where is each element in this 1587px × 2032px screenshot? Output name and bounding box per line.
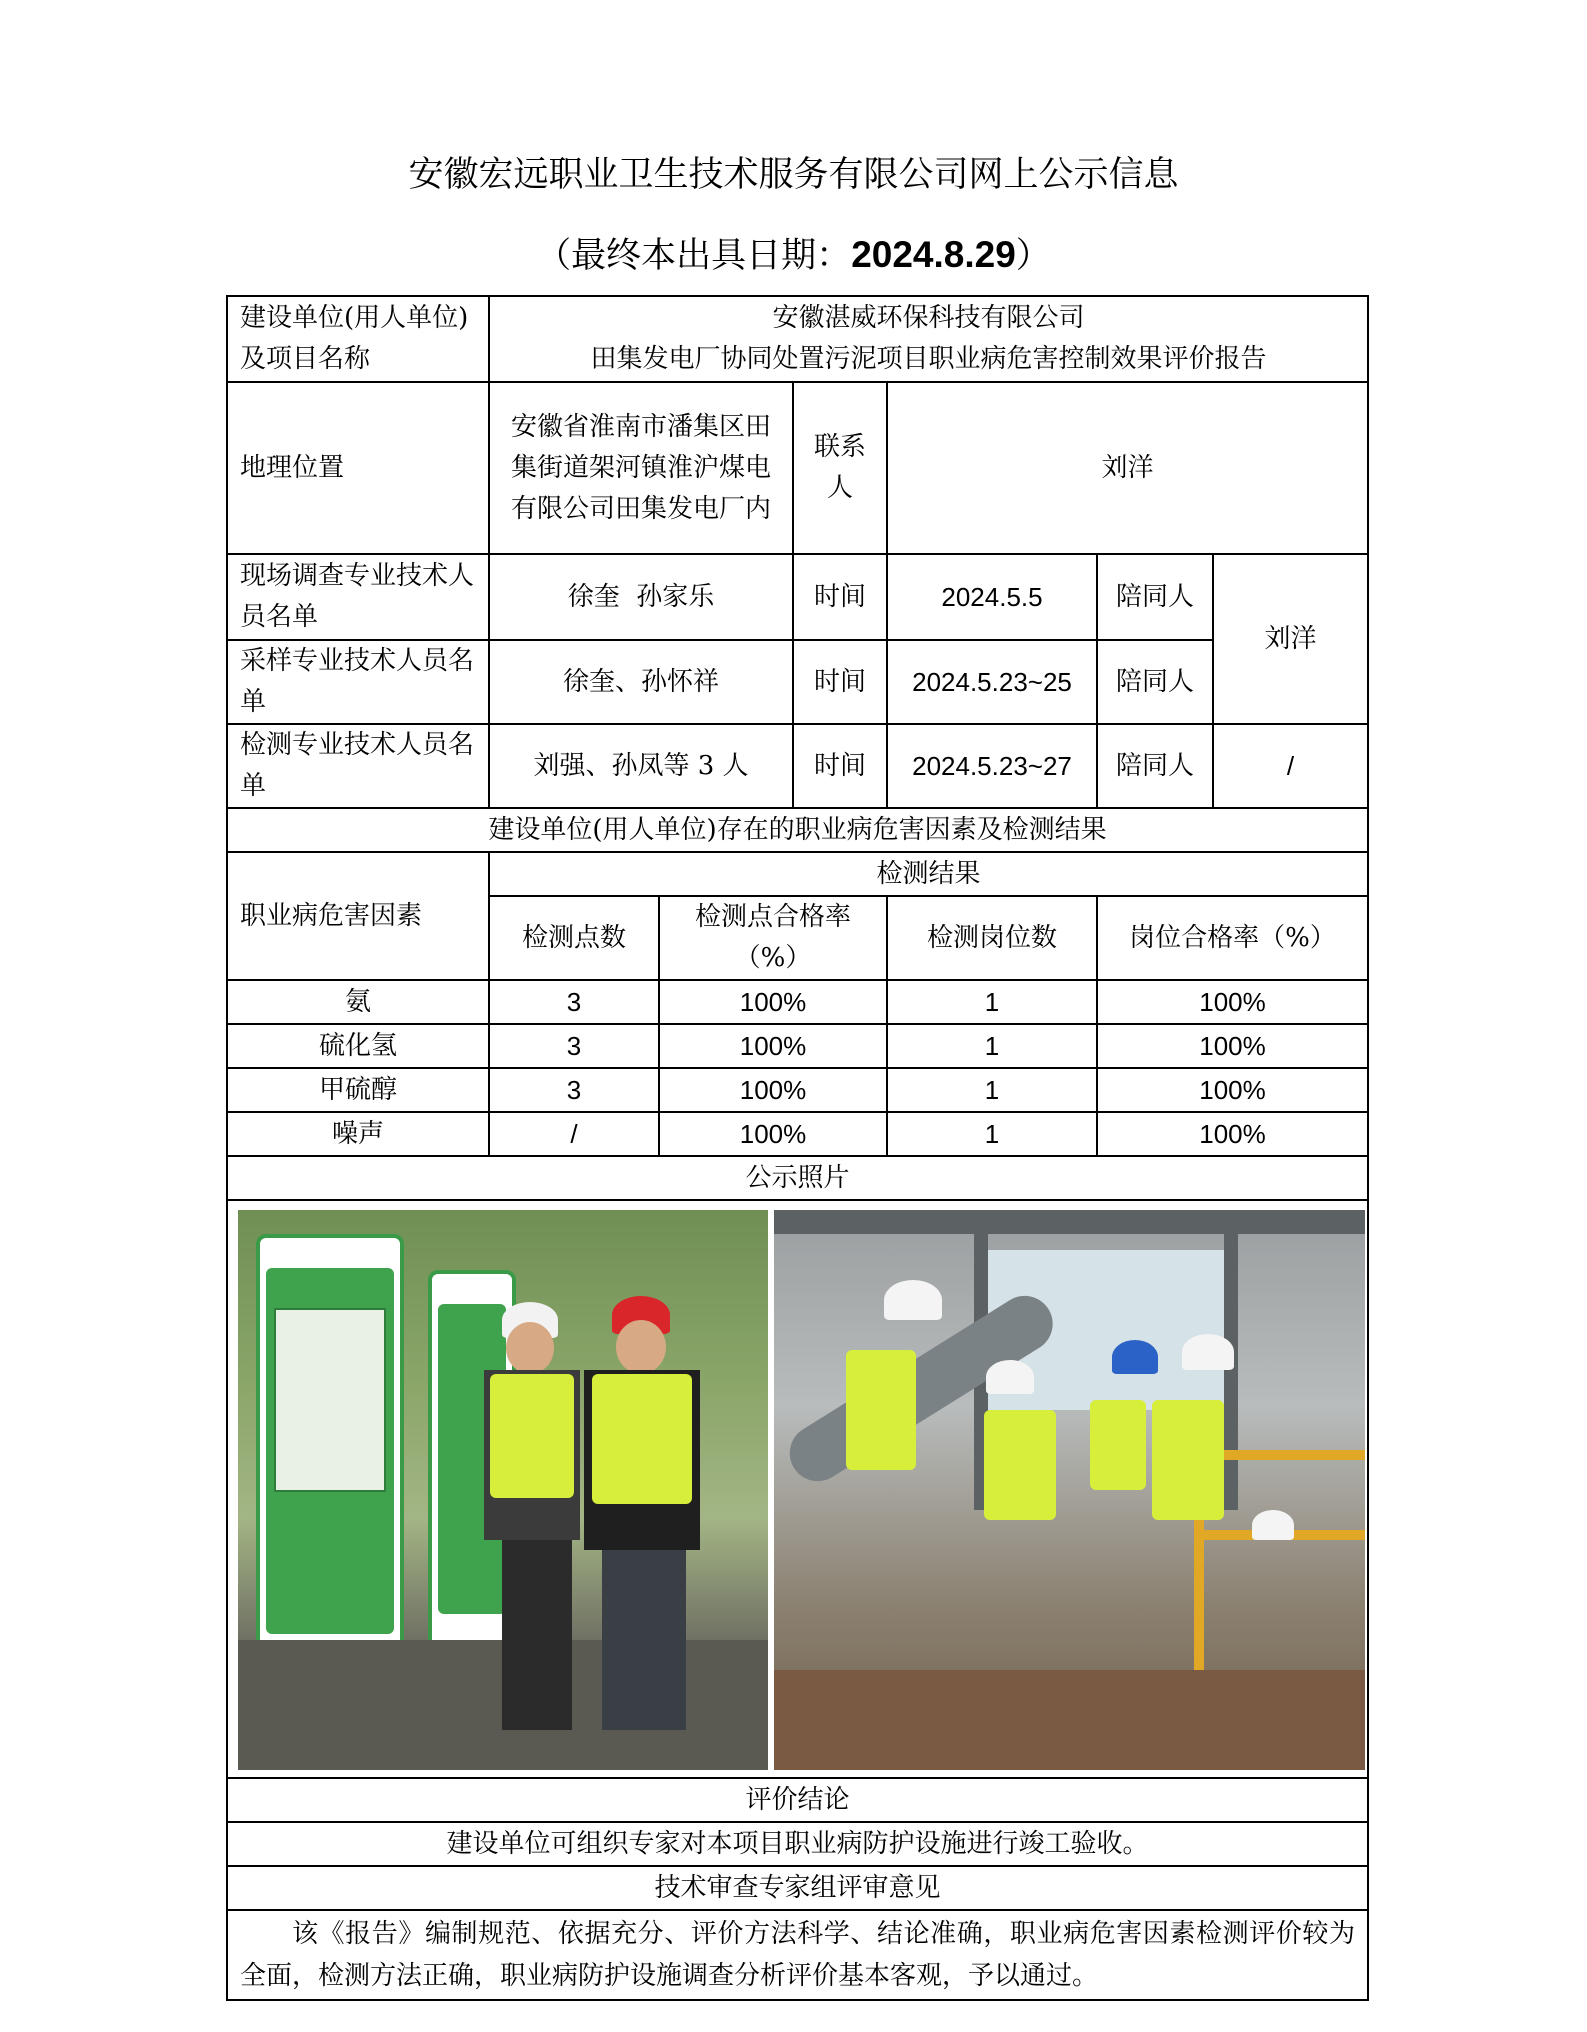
hazard-points: 3	[489, 1068, 659, 1112]
hazard-post-rate: 100%	[1097, 980, 1368, 1024]
hazard-points: 3	[489, 1024, 659, 1068]
hazards-title-row	[227, 808, 1368, 852]
photos-title-row	[227, 1156, 1368, 1200]
project-name: 田集发电厂协同处置污泥项目职业病危害控制效果评价报告	[590, 344, 1267, 374]
hazards-header-row	[227, 852, 1368, 896]
hazard-posts: 1	[887, 1068, 1097, 1112]
project-unit: 安徽湛威环保科技有限公司	[772, 303, 1085, 333]
white-helmet	[884, 1280, 942, 1320]
sampling-time: 2024.5.23~25	[887, 640, 1097, 724]
project-label: 建设单位(用人单位)及项目名称	[227, 296, 489, 382]
hazard-row	[227, 1112, 1368, 1156]
project-row	[227, 296, 1368, 382]
conclusion-text: 建设单位可组织专家对本项目职业病防护设施进行竣工验收。	[227, 1822, 1368, 1866]
col-post-rate: 岗位合格率（%）	[1097, 896, 1368, 980]
report-table	[226, 295, 1369, 2001]
conclusion-text-row	[227, 1822, 1368, 1866]
survey-accompany-label: 陪同人	[1097, 554, 1213, 640]
hazard-points: 3	[489, 980, 659, 1024]
sampling-time-label: 时间	[793, 640, 887, 724]
issue-date: 2024.8.29	[851, 234, 1016, 275]
site-photo-1	[238, 1210, 768, 1770]
project-value	[489, 296, 1368, 382]
hazard-post-rate: 100%	[1097, 1024, 1368, 1068]
location-label: 地理位置	[227, 382, 489, 554]
subtitle-suffix: ）	[1015, 236, 1051, 276]
review-title-row	[227, 1866, 1368, 1910]
subtitle-prefix: （最终本出具日期：	[536, 236, 852, 276]
hazard-factor: 硫化氢	[227, 1024, 489, 1068]
photos-cell	[227, 1200, 1368, 1778]
hazard-point-rate: 100%	[659, 1112, 887, 1156]
hazard-post-rate: 100%	[1097, 1112, 1368, 1156]
testing-staff-row	[227, 724, 1368, 808]
hazard-row	[227, 1068, 1368, 1112]
conclusion-title-row	[227, 1778, 1368, 1822]
testing-accompany: /	[1213, 724, 1368, 808]
signboard-left	[256, 1234, 404, 1698]
hazard-point-rate: 100%	[659, 1024, 887, 1068]
location-row	[227, 382, 1368, 554]
hazards-title: 建设单位(用人单位)存在的职业病危害因素及检测结果	[227, 808, 1368, 852]
hazard-point-rate: 100%	[659, 1068, 887, 1112]
review-text: 该《报告》编制规范、依据充分、评价方法科学、结论准确，职业病危害因素检测评价较为全面，检测方法正确，职业病防护设施调查分析评价基本客观，予以通过。	[227, 1910, 1368, 2000]
hazard-row	[227, 980, 1368, 1024]
result-header: 检测结果	[489, 852, 1368, 896]
survey-staff-label: 现场调查专业技术人员名单	[227, 554, 489, 640]
site-photo-2	[774, 1210, 1365, 1770]
hazard-row	[227, 1024, 1368, 1068]
review-title: 技术审查专家组评审意见	[227, 1866, 1368, 1910]
hazard-posts: 1	[887, 1112, 1097, 1156]
contact-value: 刘洋	[887, 382, 1368, 554]
testing-time-label: 时间	[793, 724, 887, 808]
photos-title: 公示照片	[227, 1156, 1368, 1200]
col-posts: 检测岗位数	[887, 896, 1097, 980]
photos-row	[227, 1200, 1368, 1778]
testing-staff-label: 检测专业技术人员名单	[227, 724, 489, 808]
col-points: 检测点数	[489, 896, 659, 980]
hazard-point-rate: 100%	[659, 980, 887, 1024]
sampling-staff-names: 徐奎、孙怀祥	[489, 640, 793, 724]
testing-time: 2024.5.23~27	[887, 724, 1097, 808]
sampling-staff-row	[227, 640, 1368, 724]
survey-staff-row	[227, 554, 1368, 640]
sampling-staff-label: 采样专业技术人员名单	[227, 640, 489, 724]
hazard-factor: 噪声	[227, 1112, 489, 1156]
testing-accompany-label: 陪同人	[1097, 724, 1213, 808]
blue-helmet	[1112, 1340, 1158, 1374]
sampling-accompany-label: 陪同人	[1097, 640, 1213, 724]
survey-time: 2024.5.5	[887, 554, 1097, 640]
document-subtitle	[0, 228, 1587, 278]
contact-label: 联系人	[793, 382, 887, 554]
factor-header: 职业病危害因素	[227, 852, 489, 980]
review-text-row	[227, 1910, 1368, 2000]
testing-staff-names: 刘强、孙凤等 3 人	[489, 724, 793, 808]
hazard-post-rate: 100%	[1097, 1068, 1368, 1112]
hazard-points: /	[489, 1112, 659, 1156]
survey-time-label: 时间	[793, 554, 887, 640]
hazard-posts: 1	[887, 1024, 1097, 1068]
photos-container	[238, 1210, 1365, 1770]
document-title: 安徽宏远职业卫生技术服务有限公司网上公示信息	[408, 155, 1179, 195]
location-value: 安徽省淮南市潘集区田集街道架河镇淮沪煤电有限公司田集发电厂内	[489, 382, 793, 554]
hazard-posts: 1	[887, 980, 1097, 1024]
survey-staff-names: 徐奎 孙家乐	[489, 554, 793, 640]
col-point-rate: 检测点合格率（%）	[659, 896, 887, 980]
hazard-factor: 氨	[227, 980, 489, 1024]
accompany-person: 刘洋	[1213, 554, 1368, 724]
conclusion-title: 评价结论	[227, 1778, 1368, 1822]
hazard-factor: 甲硫醇	[227, 1068, 489, 1112]
